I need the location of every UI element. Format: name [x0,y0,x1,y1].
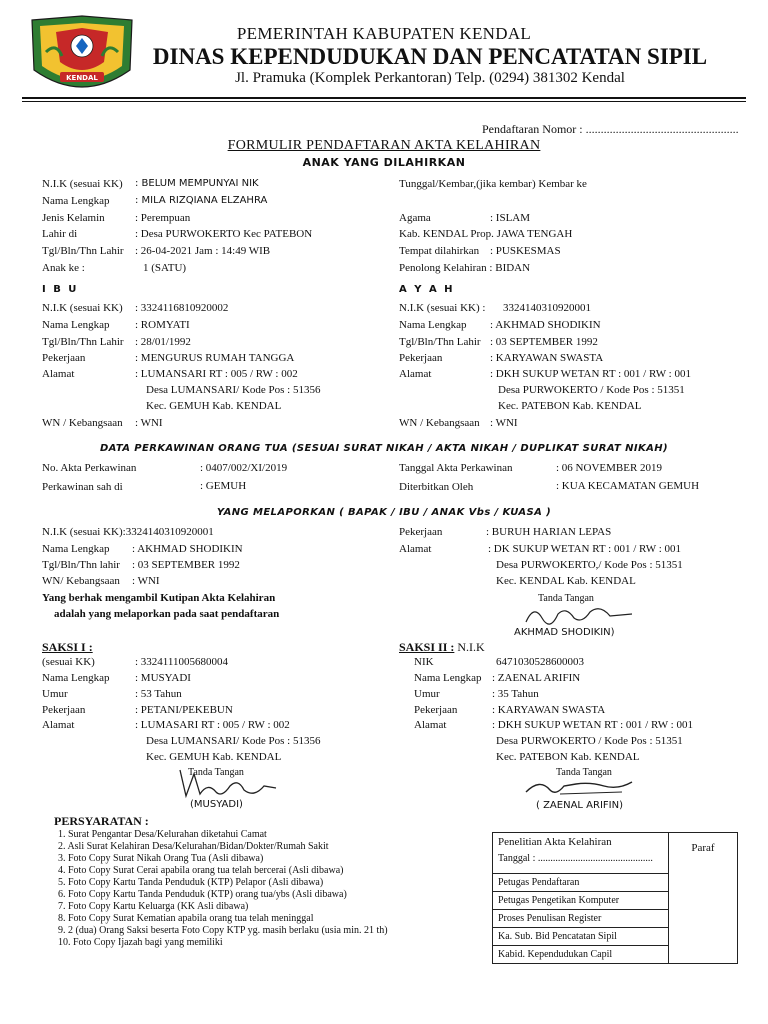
research-table-header-row [493,833,738,874]
witness2-heading-suffix: N.I.K [457,640,485,654]
witness1-nik-label: (sesuai KK) [42,656,95,668]
witness1-address-line1: : LUMASARI RT : 005 / RW : 002 [135,719,290,731]
witness2-age-label: Umur [414,688,440,700]
requirements-heading: PERSYARATAN : [54,814,149,828]
witness2-nik-value: 6471030528600003 [496,656,584,668]
child-nik-value: : BELUM MEMPUNYAI NIK [135,178,259,189]
child-name-label: Nama Lengkap [42,195,110,207]
witness2-address-line2: Desa PURWOKERTO / Kode Pos : 51351 [496,735,683,747]
research-table-title-cell [493,833,669,874]
witness2-job-value: : KARYAWAN SWASTA [492,704,606,716]
requirement-item: 9. 2 (dua) Orang Saksi beserta Foto Copy KTP yg. masih berlaku (usia min. 21 th) [58,925,388,936]
father-birthdate-label: Tgl/Bln/Thn Lahir [399,336,481,348]
child-order-value: 1 (SATU) [143,262,187,274]
child-religion-label: Agama [399,212,431,224]
witness2-sign-label: Tanda Tangan [556,767,612,778]
requirement-item: 10. Foto Copy Ijazah bagi yang memiliki [58,937,223,948]
mother-job-value: : MENGURUS RUMAH TANGGA [135,352,295,364]
research-table-paraf: Paraf [691,842,715,854]
father-name-label: Nama Lengkap [399,319,467,331]
child-place-label: Tempat dilahirkan [399,245,480,257]
child-order-label: Anak ke : [42,262,85,274]
witness1-name-value: : MUSYADI [135,672,191,684]
father-nationality-label: WN / Kebangsaan [399,417,480,429]
witness1-job-label: Pekerjaan [42,704,86,716]
mother-heading: I B U [42,284,79,295]
father-address-label: Alamat [399,368,432,380]
father-address-line1: : DKH SUKUP WETAN RT : 001 / RW : 001 [490,368,691,380]
father-heading: A Y A H [399,284,455,295]
reporter-address-line1: : DK SUKUP WETAN RT : 001 / RW : 001 [488,543,682,555]
child-regency: Kab. KENDAL Prop. JAWA TENGAH [399,228,573,240]
witness2-nik-label: NIK [414,656,434,668]
requirement-item: 2. Asli Surat Kelahiran Desa/Kelurahan/Bidan/Dokter/Rumah Sakit [58,841,329,852]
witness1-age-label: Umur [42,688,68,700]
requirement-item: 1. Surat Pengantar Desa/Kelurahan diketahui Camat [58,829,267,840]
reporter-nationality-value: : WNI [132,575,160,587]
witness2-address-line1: : DKH SUKUP WETAN RT : 001 / RW : 001 [492,719,693,731]
reporter-job-value: : BURUH HARIAN LEPAS [486,526,612,538]
father-job-value: : KARYAWAN SWASTA [490,352,604,364]
father-nik-value: 3324140310920001 [503,302,591,314]
marriage-number-label: No. Akta Perkawinan [42,462,137,474]
reporter-name-value: : AKHMAD SHODIKIN [132,543,243,555]
header-line-address: Jl. Pramuka (Komplek Perkantoran) Telp. (0294) 381302 Kendal [235,70,625,86]
marriage-issuer-label: Diterbitkan Oleh [399,481,474,493]
mother-nationality-value: : WNI [135,417,163,429]
witness2-job-label: Pekerjaan [414,704,458,716]
marriage-place-value: : GEMUH [200,480,247,492]
child-birthplace-label: Lahir di [42,228,78,240]
child-name-value: : MILA RIZQIANA ELZAHRA [135,195,268,206]
reporter-sign-name: AKHMAD SHODIKIN) [514,627,615,638]
father-birthdate-value: : 03 SEPTEMBER 1992 [490,336,598,348]
requirement-item: 8. Foto Copy Surat Kematian apabila orang tua telah meninggal [58,913,314,924]
witness1-age-value: : 53 Tahun [135,688,182,700]
witness2-name-value: : ZAENAL ARIFIN [492,672,581,684]
reporter-nik: N.I.K (sesuai KK):3324140310920001 [42,526,214,538]
research-table-cell: Proses Penulisan Register [493,910,669,928]
requirement-item: 5. Foto Copy Kartu Tanda Penduduk (KTP) Pelapor (Asli dibawa) [58,877,324,888]
research-table-cell: Petugas Pendaftaran [493,874,669,892]
research-table-cell: Ka. Sub. Bid Pencatatan Sipil [493,928,669,946]
child-gender-value: : Perempuan [135,212,191,224]
mother-nik-label: N.I.K (sesuai KK) [42,302,123,314]
witness1-address-line3: Kec. GEMUH Kab. KENDAL [146,751,282,763]
requirement-item: 4. Foto Copy Surat Cerai apabila orang tua telah bercerai (Asli dibawa) [58,865,344,876]
witness2-address-label: Alamat [414,719,447,731]
father-address-line3: Kec. PATEBON Kab. KENDAL [498,400,642,412]
reporter-nationality-label: WN/ Kebangsaan [42,575,120,587]
requirement-item: 6. Foto Copy Kartu Tanda Penduduk (KTP) orang tua/ybs (Asli dibawa) [58,889,347,900]
reporter-signature [520,600,640,628]
reporter-note-line2: adalah yang melaporkan pada saat pendaftaran [54,608,280,620]
witness1-sign-label: Tanda Tangan [188,767,244,778]
reporter-address-line2: Desa PURWOKERTO,/ Kode Pos : 51351 [496,559,683,571]
child-nik-label: N.I.K (sesuai KK) [42,178,123,190]
mother-birthdate-value: : 28/01/1992 [135,336,191,348]
witness2-sign-name: ( ZAENAL ARIFIN) [536,800,623,811]
father-nationality-value: : WNI [490,417,518,429]
reporter-address-label: Alamat [399,543,432,555]
mother-nik-value: : 3324116810920002 [135,302,229,314]
witness1-nik-value: : 3324111005680004 [135,656,228,668]
reporter-address-line3: Kec. KENDAL Kab. KENDAL [496,575,636,587]
reporter-sign-label: Tanda Tangan [538,593,594,604]
form-subtitle: ANAK YANG DILAHIRKAN [302,156,466,169]
marriage-place-label: Perkawinan sah di [42,481,123,493]
research-table [492,832,738,964]
child-religion-value: : ISLAM [490,212,531,224]
mother-address-line2: Desa LUMANSARI/ Kode Pos : 51356 [146,384,321,396]
mother-nationality-label: WN / Kebangsaan [42,417,123,429]
witness1-heading: SAKSI I : [42,640,93,654]
child-helper: Penolong Kelahiran : BIDAN [399,262,531,274]
mother-name-value: : ROMYATI [135,319,190,331]
witness1-signature [172,762,282,802]
witness2-heading: SAKSI II : [399,640,455,654]
reporter-job-label: Pekerjaan [399,526,443,538]
father-name-value: : AKHMAD SHODIKIN [490,319,601,331]
reporter-birthdate-value: : 03 SEPTEMBER 1992 [132,559,240,571]
requirement-item: 3. Foto Copy Surat Nikah Orang Tua (Asli dibawa) [58,853,264,864]
header-divider-thick [22,97,746,99]
witness1-address-line2: Desa LUMANSARI/ Kode Pos : 51356 [146,735,321,747]
form-title: FORMULIR PENDAFTARAN AKTA KELAHIRAN [227,138,541,153]
father-job-label: Pekerjaan [399,352,443,364]
witness2-signature [520,772,640,802]
witness2-address-line3: Kec. PATEBON Kab. KENDAL [496,751,640,763]
reporter-birthdate-label: Tgl/Bln/Thn lahir [42,559,120,571]
marriage-date-value: : 06 NOVEMBER 2019 [556,462,663,474]
marriage-date-label: Tanggal Akta Perkawinan [399,462,513,474]
witness1-name-label: Nama Lengkap [42,672,110,684]
child-twin-label: Tunggal/Kembar,(jika kembar) Kembar ke [399,178,587,190]
witness2-heading-group [399,640,485,655]
father-nik-label: N.I.K (sesuai KK) : [399,302,486,314]
research-table-cell: Petugas Pengetikan Komputer [493,892,669,910]
mother-birthdate-label: Tgl/Bln/Thn Lahir [42,336,124,348]
svg-text:KENDAL: KENDAL [66,74,98,82]
marriage-number-value: : 0407/002/XI/2019 [200,462,288,474]
research-table-cell: Kabid. Kependudukan Capil [493,946,669,964]
child-gender-label: Jenis Kelamin [42,212,105,224]
child-birthdate-label: Tgl/Bln/Thn Lahir [42,245,124,257]
mother-name-label: Nama Lengkap [42,319,110,331]
child-place-value: : PUSKESMAS [490,245,561,257]
research-table-date: Tanggal : .............................................. [498,853,653,864]
witness2-name-label: Nama Lengkap [414,672,482,684]
child-birthplace-value: : Desa PURWOKERTO Kec PATEBON [135,228,313,240]
mother-address-line3: Kec. GEMUH Kab. KENDAL [146,400,282,412]
reporter-heading: YANG MELAPORKAN ( BAPAK / IBU / ANAK Vbs / KUASA ) [216,507,552,518]
witness1-address-label: Alamat [42,719,75,731]
witness2-age-value: : 35 Tahun [492,688,539,700]
research-table-title: Penelitian Akta Kelahiran [498,836,612,848]
marriage-heading: DATA PERKAWINAN ORANG TUA (SESUAI SURAT NIKAH / AKTA NIKAH / DUPLIKAT SURAT NIKAH) [99,443,669,454]
marriage-issuer-value: : KUA KECAMATAN GEMUH [556,480,700,492]
header-line-government: PEMERINTAH KABUPATEN KENDAL [236,24,532,43]
registration-number: Pendaftaran Nomor : ................................................... [482,122,739,136]
reporter-note-line1: Yang berhak mengambil Kutipan Akta Kelahiran [42,592,276,604]
research-table-paraf-cell [669,833,738,964]
mother-address-line1: : LUMANSARI RT : 005 / RW : 002 [135,368,298,380]
header-divider-thin [22,101,746,102]
child-birthdate-value: : 26-04-2021 Jam : 14:49 WIB [135,245,271,257]
mother-job-label: Pekerjaan [42,352,86,364]
witness1-sign-name: (MUSYADI) [190,799,243,810]
requirement-item: 7. Foto Copy Kartu Keluarga (KK Asli dibawa) [58,901,249,912]
father-address-line2: Desa PURWOKERTO / Kode Pos : 51351 [498,384,685,396]
reporter-name-label: Nama Lengkap [42,543,110,555]
header-line-agency: DINAS KEPENDUDUKAN DAN PENCATATAN SIPIL [152,44,708,69]
mother-address-label: Alamat [42,368,75,380]
witness1-job-value: : PETANI/PEKEBUN [135,704,233,716]
